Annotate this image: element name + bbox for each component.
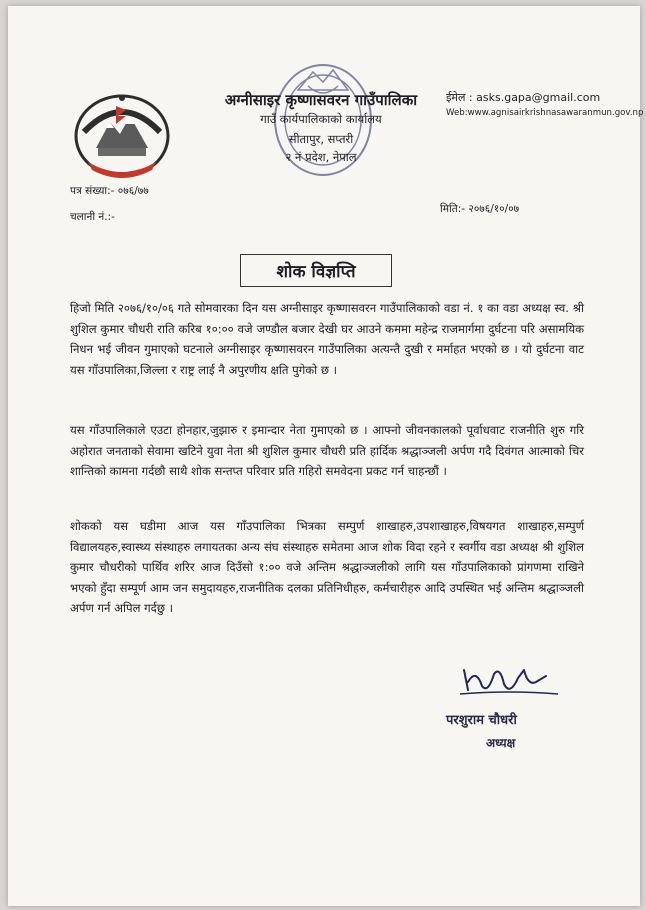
signer-title: अध्यक्ष	[486, 736, 516, 750]
letter-page	[8, 6, 644, 906]
email-line: ईमेल : asks.gapa@gmail.com	[446, 91, 601, 104]
office-name: गाउँ कार्यपालिकाको कार्यालय	[260, 112, 382, 126]
page-title: शोक विज्ञप्ति	[240, 254, 392, 287]
dispatch-number: चलानी नं.:-	[70, 211, 115, 223]
signature-icon	[454, 660, 564, 700]
office-province: २ नं प्रदेश, नेपाल	[285, 150, 357, 164]
web-line: Web:www.agnisairkrishnasawaranmun.gov.np	[446, 108, 644, 118]
nepal-emblem-icon	[70, 88, 174, 180]
paragraph-3: शोकको यस घडीमा आज यस गाँउपालिका भित्रका सम्पुर्ण शाखाहरु,उपशाखाहरु,विषयगत शाखाहरु,सम्पुर्ण विद्यालयहरु,स्वास्थ्य संस्थाहरु लगायतका अन्य संघ संस्थाहरु समेतमा आज शोक विदा रहने र स्वर्गीय वडा अध्यक्ष श्री शुशिल कुमार चौधरीको पार्थिव शरिर आज दिउँसो १:०० वजे अन्तिम श्रद्धाञ्जलीको लागि यस गाँउपालिकाको प्रांगणमा राखिने भएको हुँदा सम्पूर्ण आम जन समुदायहरु,राजनीतिक दलका प्रतिनिधीहरु, कर्मचारीहरु आदि उपस्थित भई अन्तिम श्रद्धाञ्जली अर्पण गर्न अपिल गर्दछु ।	[70, 519, 584, 615]
paragraph-1: हिजो मिति २०७६/१०/०६ गते सोमवारका दिन यस अग्नीसाइर कृष्णासवरन गाउँपालिकाको वडा नं. १ का वडा अध्यक्ष स्व. श्री शुशिल कुमार चौधरी राति करिब १०:०० वजे जण्डौल बजार देखी घर आउने कममा महेन्द्र राजमार्गमा दुर्घटना परि असामयिक निधन भई जीवन गुमाएको घटनाले अग्नीसाइर कृष्णासवरन गाउँपालिका अत्यन्तै दुखी र मर्माहत भएको छ । यो दुर्घटना वाट यस गाँउपालिका,जिल्ला र राष्ट्र लाई नै अपुरणीय क्षति पुगेको छ ।	[70, 301, 584, 377]
letter-date: मिति:- २०७६/१०/०७	[440, 203, 520, 215]
paragraph-2: यस गाँउपालिकाले एउटा होनहार,जुझारु र इमान्दार नेता गुमाएको छ । आफ्नो जीवनकालको पूर्वाधवाट राजनीति शुरु गरि अहोरात जनताको सेवामा खटिने युवा नेता श्री शुशिल कुमार चौधरी प्रति हार्दिक श्रद्धाञ्जली अर्पण गदै दिवंगत आत्माको चिर शान्तिको कामना गर्दछौ साथै शोक सन्तप्त परिवार प्रति गहिरो समवेदना प्रकट गर्न चाहन्छौं ।	[70, 423, 584, 478]
office-place: सीतापुर, सप्तरी	[288, 132, 354, 146]
signer-name: परशुराम चौधरी	[446, 713, 517, 728]
letter-number: पत्र संख्या:- ०७६/७७	[70, 185, 149, 197]
org-name: अग्नीसाइर कृष्णासवरन गाउँपालिका	[224, 91, 418, 109]
